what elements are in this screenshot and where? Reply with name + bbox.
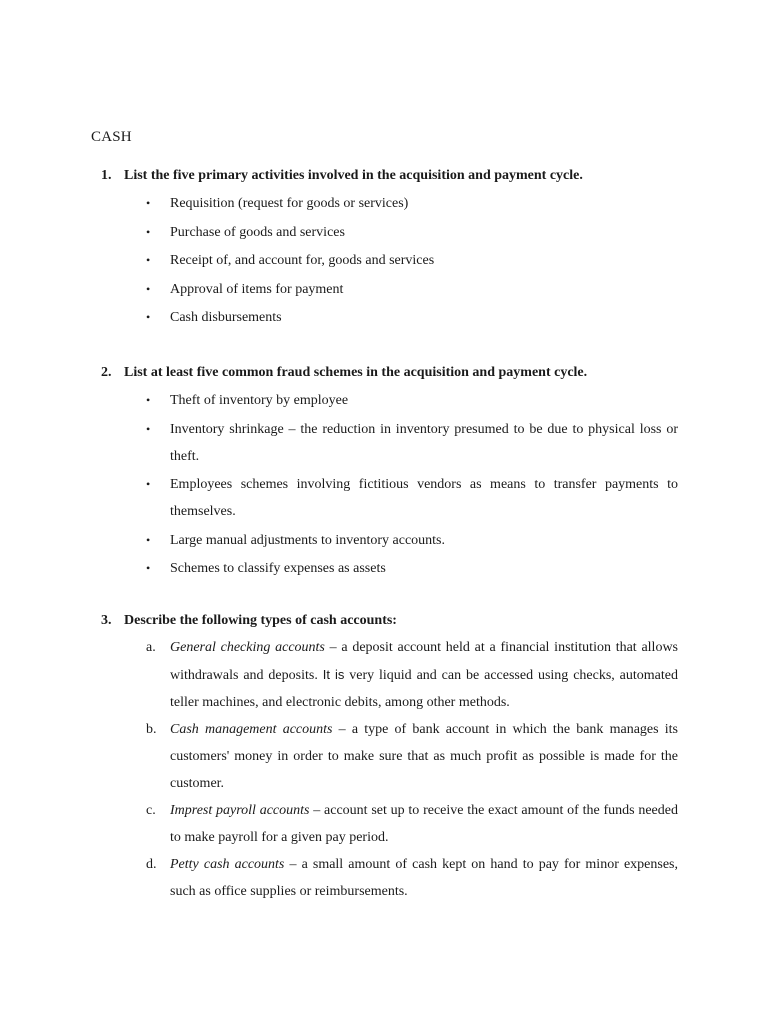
bullet-icon: • [146,224,151,239]
term: Petty cash accounts [170,857,285,872]
question-1-heading [101,168,583,184]
question-text: List the five primary activities involved in the acquisition and payment cycle. [124,168,583,183]
bullet-icon: • [146,196,151,210]
question-1-list [146,190,678,333]
term: Cash management accounts [170,722,333,737]
list-item: c. Imprest payroll accounts – account set up to receive the exact amount of the funds needed to make payroll for a given pay period. [146,797,678,851]
list-item: • Receipt of, and account for, goods and services [146,247,678,274]
list-item: a. General checking accounts – a deposit account held at a financial institution that allows withdrawals and deposits. It is very liquid and can be accessed using checks, automated teller machines, and electronic debits, among other methods. [146,634,678,716]
question-3-heading [101,613,397,629]
bullet-icon: • [146,477,151,491]
bullet-icon: • [146,281,151,296]
term: General checking accounts [170,640,325,655]
question-3-list [146,634,678,905]
question-text: Describe the following types of cash accounts: [124,613,397,628]
list-item: • Employees schemes involving fictitious vendors as means to transfer payments to themselves. [146,471,678,525]
list-item: • Theft of inventory by employee [146,387,678,414]
list-item: d. Petty cash accounts – a small amount of cash kept on hand to pay for minor expenses, such as office supplies or reimbursements. [146,851,678,905]
bullet-icon: • [146,532,151,547]
list-item: • Inventory shrinkage – the reduction in inventory presumed to be due to physical loss or theft. [146,416,678,470]
bullet-icon: • [146,561,151,575]
list-item: • Requisition (request for goods or services) [146,190,678,217]
list-item: • Cash disbursements [146,304,678,331]
list-item: • Purchase of goods and services [146,219,678,246]
document-title: CASH [91,129,132,145]
list-marker: d. [146,857,157,872]
question-2-heading [101,365,587,381]
question-number: 3. [101,613,112,628]
list-item: • Large manual adjustments to inventory accounts. [146,527,678,554]
question-2-list [146,387,678,584]
question-text: List at least five common fraud schemes in the acquisition and payment cycle. [124,365,588,380]
list-item: • Schemes to classify expenses as assets [146,555,678,582]
question-number: 2. [101,365,112,380]
question-number: 1. [101,168,112,183]
list-marker: a. [146,640,156,655]
term: Imprest payroll accounts [170,803,310,818]
list-item: • Approval of items for payment [146,276,678,303]
bullet-icon: • [146,253,151,267]
bullet-icon: • [146,421,151,436]
bullet-icon: • [146,393,151,407]
list-marker: c. [146,803,156,818]
list-marker: b. [146,722,157,737]
list-item: b. Cash management accounts – a type of bank account in which the bank manages its customers' money in order to make sure that as much profit as possible is made for the customer. [146,716,678,797]
bullet-icon: • [146,310,151,324]
